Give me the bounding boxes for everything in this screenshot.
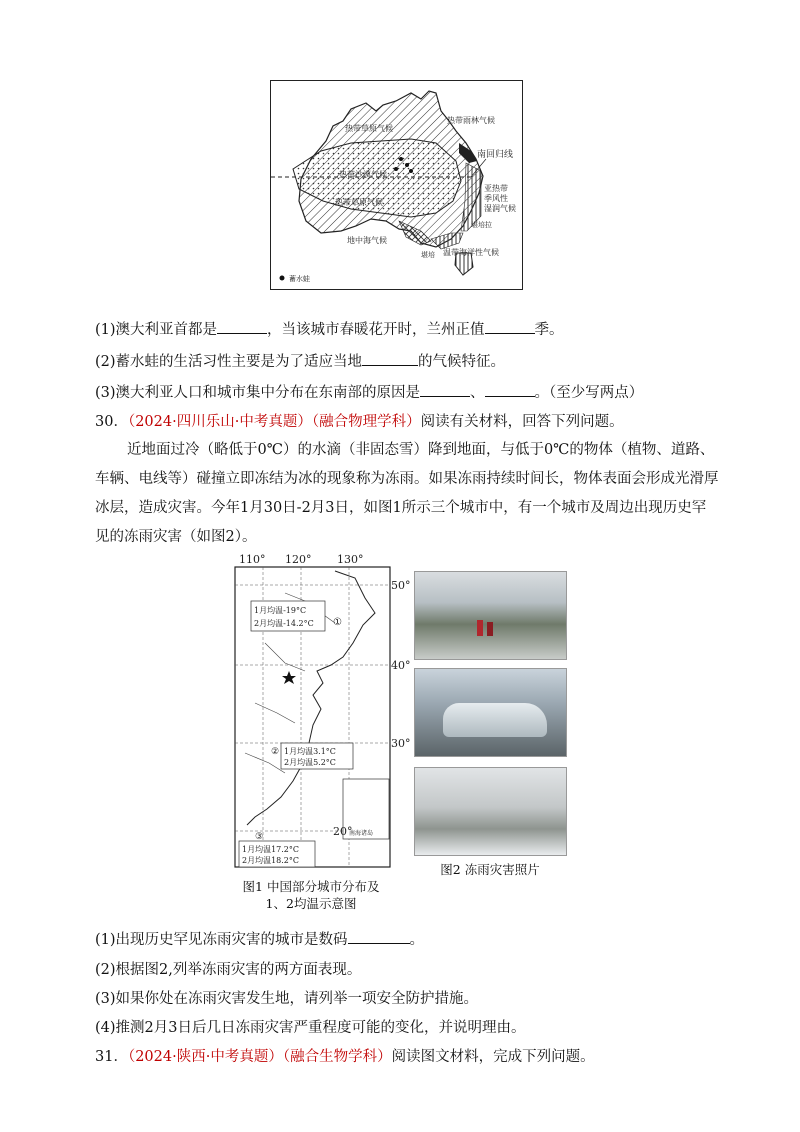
china-map-graphic [225,553,415,869]
q29-item1-text-a: (1)澳大利亚首都是 [95,322,218,338]
q30-item1-text-a: (1)出现历史罕见冻雨灾害的城市是数码 [95,932,348,948]
answer-blank[interactable] [420,384,470,397]
lat-50-label: 50° [391,579,411,592]
australia-climate-map [270,80,523,290]
lon-110-label: 110° [239,553,266,566]
label-mediterranean: 地中海气候 [347,236,387,245]
q30-source: （2024·四川乐山·中考真题） [127,414,312,430]
q30-item1-text-b: 。 [409,932,425,948]
person-figure-1 [477,620,483,636]
q29-item1-text-c: 季。 [534,322,564,338]
figure1-caption-line2: 1、2均温示意图 [265,896,357,911]
person-figure-2 [487,622,493,636]
label-grassland-bottom: 热带草原气候 [335,198,383,207]
q30-para-line4: 见的冻雨灾害（如图2）。 [95,529,257,545]
q31-header [95,1045,595,1066]
answer-blank[interactable] [485,321,535,334]
city3-number: ③ [255,832,264,842]
lat-40-label: 40° [391,659,411,672]
figure1-caption-line1: 图1 中国部分城市分布及 [242,879,380,894]
answer-blank[interactable] [348,931,410,944]
photo-frozen-trees [414,767,567,856]
q29-item2-text-a: (2)蓄水蛙的生活习性主要是为了适应当地 [95,354,363,370]
lon-130-label: 130° [337,553,364,566]
q29-item3-text-a: (3)澳大利亚人口和城市集中分布在东南部的原因是 [95,385,421,401]
answer-blank[interactable] [362,353,418,366]
q30-item4: (4)推测2月3日后几日冻雨灾害严重程度可能的变化，并说明理由。 [95,1020,526,1036]
q29-item1 [95,318,564,339]
q30-instruction: 阅读有关材料，回答下列问题。 [420,414,624,430]
q30-item1 [95,928,424,949]
q29-item2-text-b: 的气候特征。 [418,354,506,370]
lat-30-label: 30° [391,737,411,750]
label-subtropical-3: 湿润气候 [484,204,516,213]
q29-item3 [95,381,643,402]
figure2-caption: 图2 冻雨灾害照片 [440,862,540,877]
label-tropic: 南回归线 [477,150,514,160]
lon-120-label: 120° [285,553,312,566]
city1-number: ① [333,617,342,628]
q30-para-line1: 近地面过冷（略低于0℃）的水滴（非固态雪）降到地面，与低于0℃的物体（植物、道路、 [127,442,715,458]
q30-item2: (2)根据图2,列举冻雨灾害的两方面表现。 [95,962,362,978]
ice-covered-car [443,703,547,737]
city2-jan-temp: 1月均温3.1°C [284,747,336,756]
photo-frozen-car [414,668,567,757]
q31-tag: （融合生物学科） [282,1049,392,1065]
city3-feb-temp: 2月均温18.2°C [242,856,300,865]
australia-map-graphic [271,81,522,289]
q29-item1-text-b: ，当该城市春暖花开时，兰州正值 [267,322,485,338]
label-city: 堪培拉 [471,221,492,229]
q31-number: 31． [95,1049,128,1065]
figure1-china-map [225,553,415,869]
q30-tag: （融合物理学科） [311,414,421,430]
city1-feb-temp: 2月均温-14.2°C [254,619,314,628]
q30-number: 30． [95,414,128,430]
q29-item3-text-c: 。（至少写两点） [534,385,644,401]
answer-blank[interactable] [217,321,267,334]
city2-number: ② [271,747,280,757]
label-canberra-short: 堪培 [421,251,435,259]
city2-feb-temp: 2月均温5.2°C [284,758,336,767]
label-subtropical-1: 亚热带 [484,184,508,193]
q31-source: （2024·陕西·中考真题） [127,1049,283,1065]
q30-para-line3: 冰层，造成灾害。今年1月30日-2月3日，如图1所示三个城市中，有一个城市及周边出现历史罕 [95,500,707,516]
answer-blank[interactable] [485,384,535,397]
photo-frozen-road [414,571,567,660]
legend-frog-icon [280,276,285,281]
q30-header [95,410,624,431]
q31-instruction: 阅读图文材料，完成下列问题。 [391,1049,595,1065]
label-grassland-top: 热带草原气候 [345,124,393,133]
q29-item2 [95,350,505,371]
q29-item3-text-b: 、 [470,385,485,401]
label-subtropical-2: 季风性 [484,194,508,203]
legend-label: 蓄水蛙 [289,275,310,283]
city1-jan-temp: 1月均温-19°C [254,606,307,615]
city3-jan-temp: 1月均温17.2°C [242,845,300,854]
lat-20-label: 20° [333,825,353,838]
label-rainforest: 热带雨林气候 [447,116,495,125]
label-maritime: 温带海洋性气候 [443,248,499,257]
inset-label: 南海诸岛 [349,830,374,837]
q30-item3: (3)如果你处在冻雨灾害发生地，请列举一项安全防护措施。 [95,991,479,1007]
label-desert: 热带沙漠气候 [339,170,387,179]
q30-para-line2: 车辆、电线等）碰撞立即冻结为冰的现象称为冻雨。如果冻雨持续时间长，物体表面会形成光滑厚 [95,471,719,487]
